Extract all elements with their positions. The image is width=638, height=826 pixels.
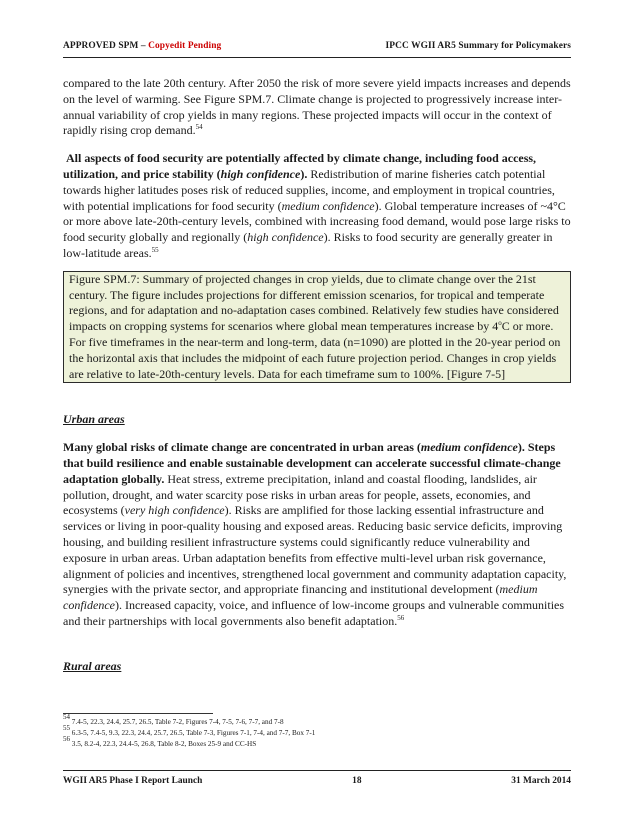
rural-heading-text: Rural areas: [63, 658, 122, 673]
footnote-num-55: 55: [63, 723, 70, 732]
urban-t2: ). Risks are amplified for those lacking essential infrastructure and services or living in poor-quality housing and exposed areas. Reducing basic service deficits, improving housing, and building resilient infrastructure systems could significantly reduce vulnerability and exposure in urban areas. Urban adaptation benefits from effective multi-level urban risk governance, alignment of policies and incentives, strengthened local government and community adaptation capacity, synergies with the private sector, and appropriate financing and institutional development (: [63, 503, 567, 597]
footnote-ref-55[interactable]: 55: [151, 245, 159, 254]
footnote-text-56: 3.5, 8.2-4, 22.3, 24.4-5, 26.8, Table 8-2, Boxes 25-9 and CC-HS: [70, 739, 257, 748]
header-separator: –: [138, 41, 149, 51]
footnote-54: [63, 713, 315, 728]
footnote-ref-54[interactable]: 54: [195, 123, 203, 132]
footnote-text-54: 7.4-5, 22.3, 24.4, 25.7, 26.5, Table 7-2, Figures 7-4, 7-5, 7-6, 7-7, and 7-8: [70, 718, 284, 726]
para2-bold1: All aspects of food security are potentially affected by climate change, including food access, utilization, and price stability (: [63, 151, 537, 181]
para2-confidence2: medium confidence: [281, 198, 375, 213]
urban-t3: ). Increased capacity, voice, and influence of low-income groups and vulnerable communities and their partnerships with local governments also benefit adaptation.: [63, 598, 565, 628]
footnote-text-55: 6.3-5, 7.4-5, 9.3, 22.3, 24.4, 25.7, 26.5, Table 7-3, Figures 7-1, 7-4, and 7-7, Box 7-1: [70, 728, 316, 737]
header-status: Copyedit Pending: [148, 41, 222, 51]
urban-heading: [63, 412, 571, 428]
footer-rule: [63, 770, 571, 771]
figure-caption-part1: Figure SPM.7: Summary of projected changes in crop yields, due to climate change over the 21st century. The figure includes projections for different emission scenarios, for tropical and temperate regions, and for adaptation and no-adaptation cases combined. Relatively few studies have considered impacts on cropping systems for scenarios where global mean temperatures increase by 4: [69, 271, 559, 334]
degree-superscript: o: [498, 319, 502, 328]
header-left: [63, 41, 221, 51]
figure-caption-part2: C or more. For five timeframes in the near-term and long-term, data (n=1090) are plotted in the 20-year period on the horizontal axis that includes the midpoint of each future projection period. Changes in crop yields are relative to late-20th-century levels. Data for each timeframe sum to 100%. [Figure 7-5]: [69, 319, 561, 381]
urban-t1: Heat stress, extreme precipitation, inland and coastal flooding, landslides, air pollution, drought, and water scarcity pose risks in urban areas for people, assets, economies, and ecosystems (: [63, 471, 537, 518]
header-right: IPCC WGII AR5 Summary for Policymakers: [385, 41, 571, 51]
header-rule: [63, 57, 571, 58]
footer-left: WGII AR5 Phase I Report Launch: [63, 776, 203, 786]
urban-confidence1: medium confidence: [420, 440, 518, 455]
page-header: [63, 41, 571, 51]
rural-heading: [63, 659, 571, 675]
page-footer: [63, 776, 571, 786]
para1-text: compared to the late 20th century. After 2050 the risk of more severe yield impacts increases and depends on the level of warming. See Figure SPM.7. Climate change is projected to progressively increase inter-annual variability of crop yields in many regions. These projected impacts will occur in the context of rapidly rising crop demand.: [63, 76, 571, 138]
footnote-rule: [63, 713, 213, 714]
footnote-56: [63, 734, 315, 750]
figure-caption-box: [63, 271, 571, 384]
paragraph-urban: [63, 440, 571, 630]
para2-t3: ). Risks to food security are generally greater in low-latitude areas.: [63, 230, 553, 260]
page-number: 18: [352, 776, 362, 786]
paragraph-crop-yields: [63, 76, 571, 139]
footer-date: 31 March 2014: [511, 776, 571, 786]
footnote-num-54: 54: [63, 713, 70, 721]
paragraph-food-security: [63, 151, 571, 262]
urban-confidence2: very high confidence: [124, 503, 225, 518]
header-approved: APPROVED SPM: [63, 41, 139, 51]
footnote-num-56: 56: [63, 734, 70, 743]
footnote-55: [63, 723, 316, 739]
para2-confidence1: high confidence: [220, 166, 301, 181]
urban-heading-text: Urban areas: [63, 412, 125, 427]
urban-bold1: Many global risks of climate change are concentrated in urban areas (: [63, 440, 421, 455]
para2-bold2: ).: [300, 166, 308, 181]
urban-bold2: ). Steps that build resilience and enable sustainable development can accelerate successful climate-change adaptation globally.: [63, 440, 561, 486]
footnote-ref-56[interactable]: 56: [397, 613, 405, 622]
page-body: [63, 76, 571, 675]
para2-t2: ). Global temperature increases of ~4°C or more above late-20th-century levels, combined with increasing food demand, would pose large risks to food security globally and regionally (: [63, 198, 571, 245]
para2-confidence3: high confidence: [247, 230, 324, 245]
footnotes: [63, 713, 316, 749]
urban-confidence3: medium confidence: [63, 582, 538, 613]
para2-t1: Redistribution of marine fisheries catch potential towards higher latitudes poses risk of reduced supplies, income, and employment in tropical countries, with potential implications for food security (: [63, 166, 555, 213]
